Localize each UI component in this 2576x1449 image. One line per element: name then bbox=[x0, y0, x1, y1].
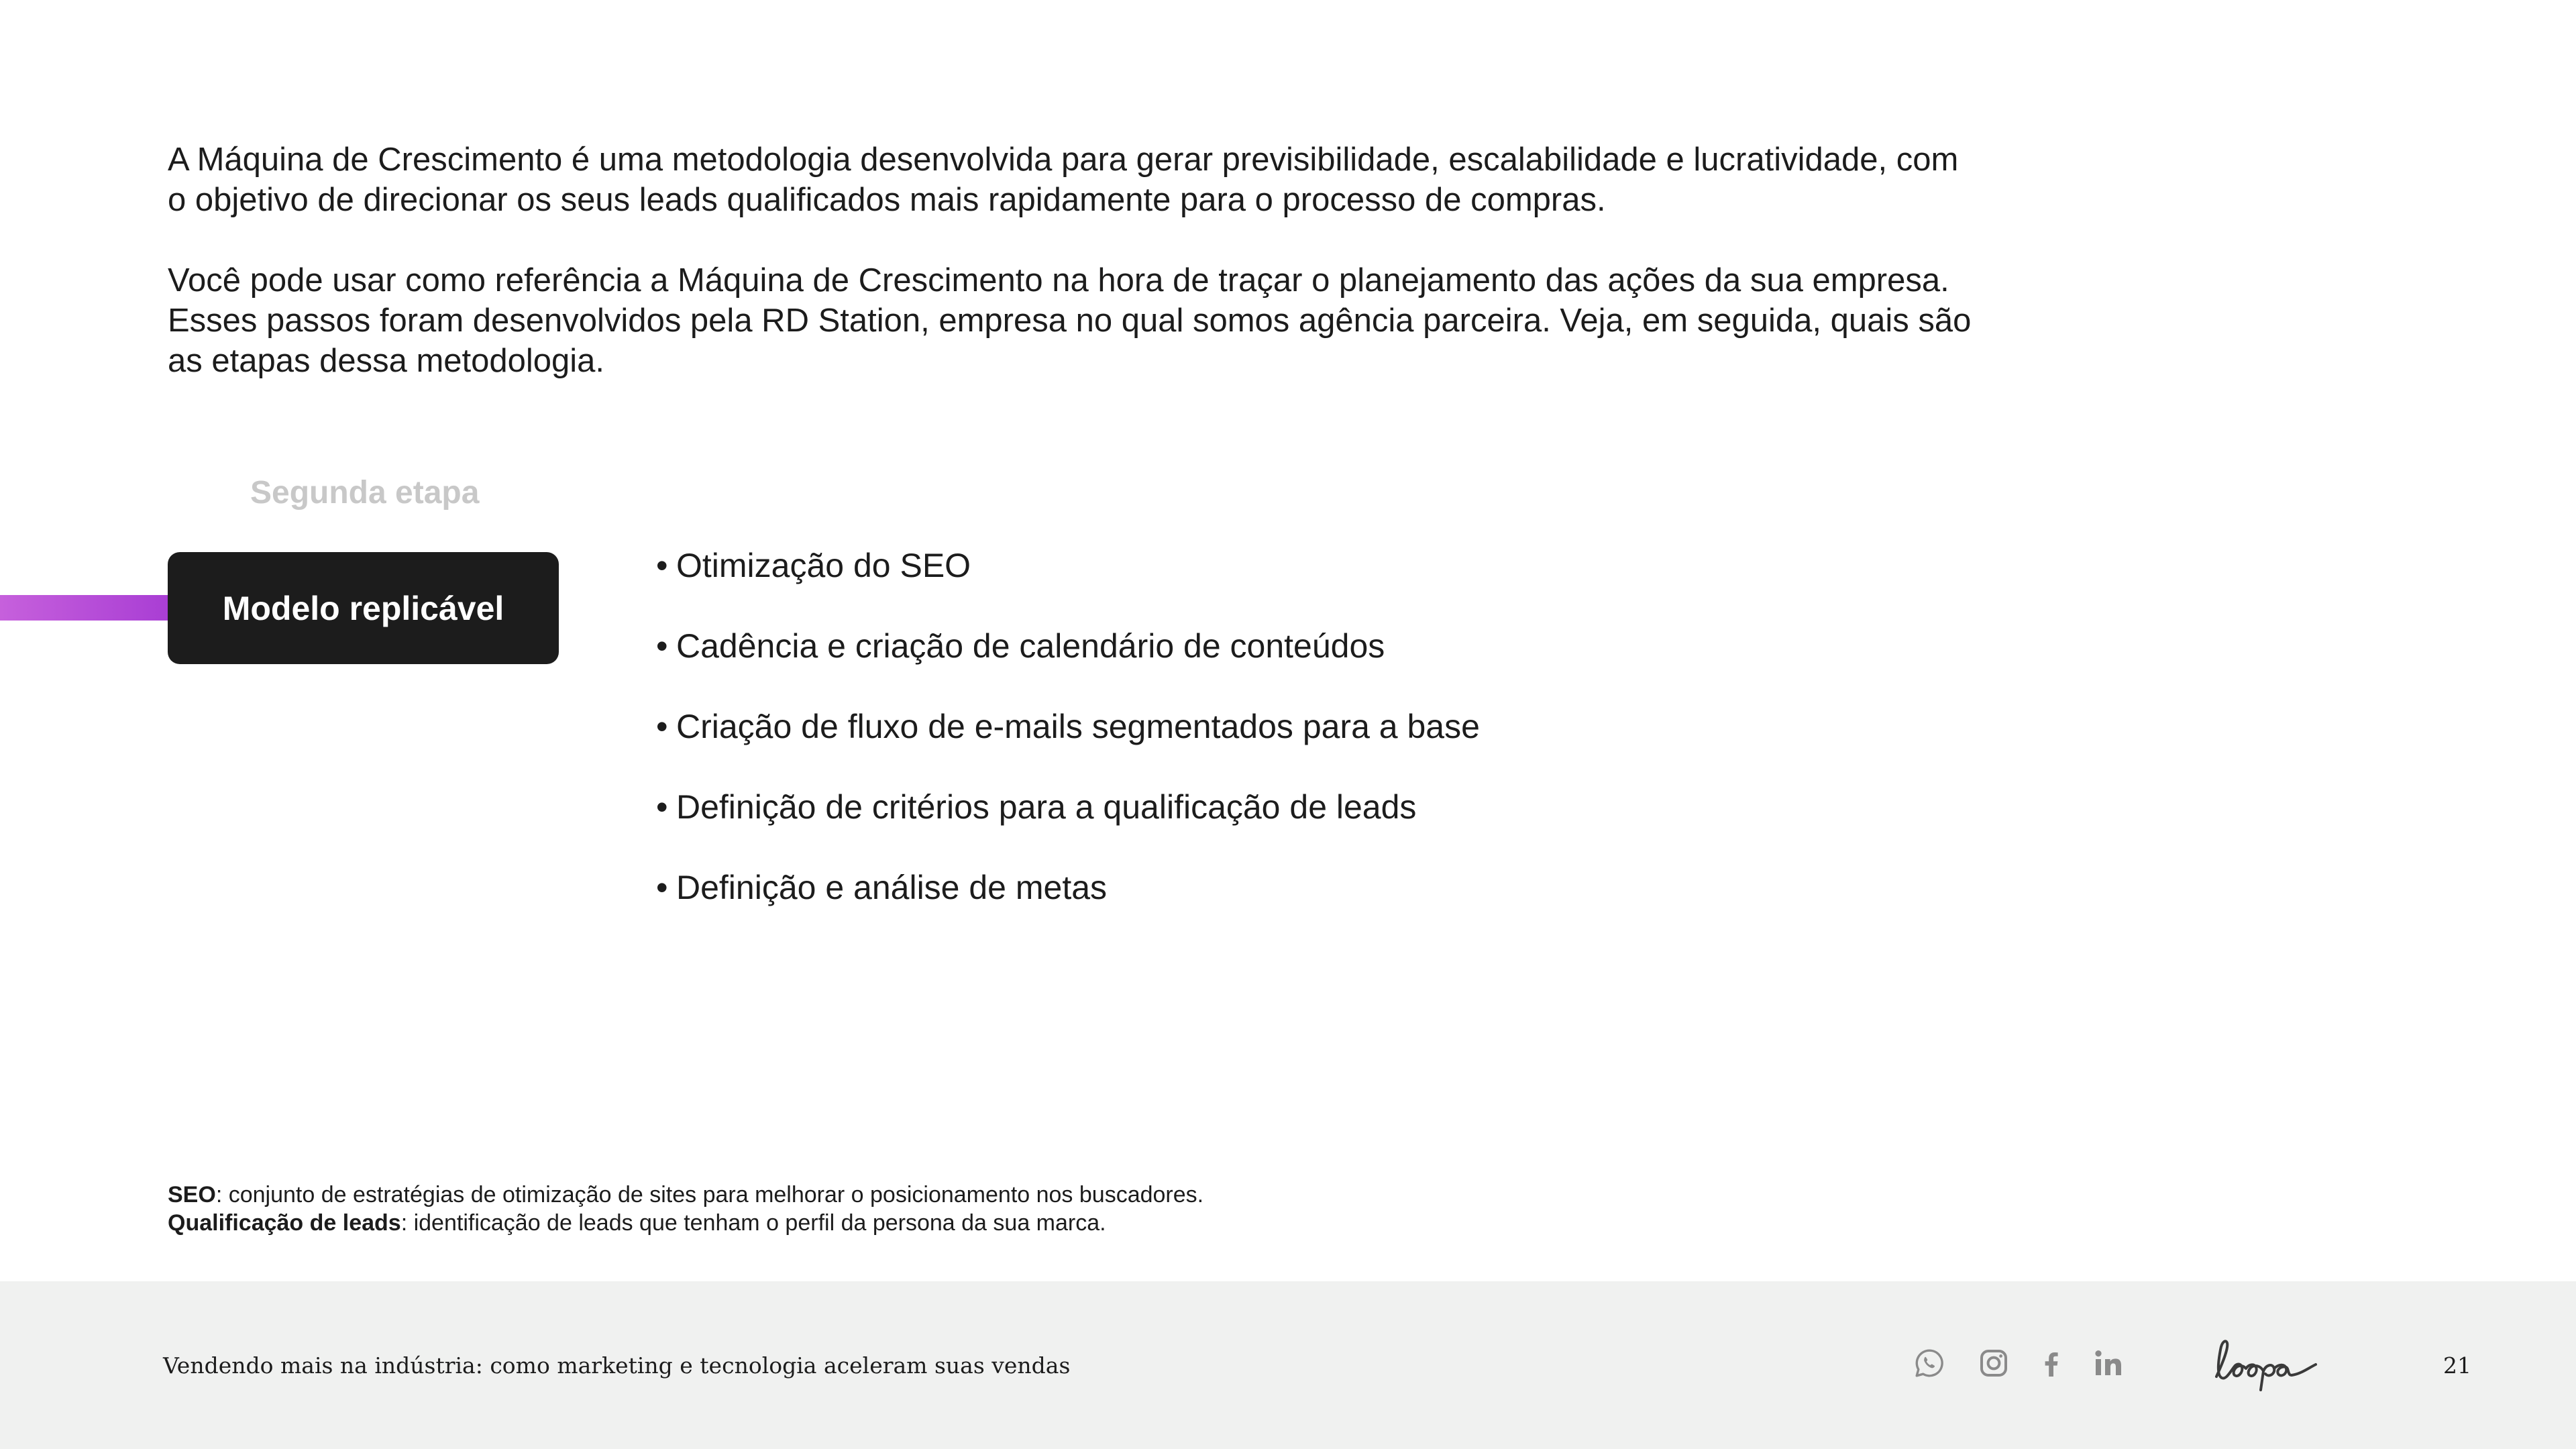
linkedin-icon[interactable] bbox=[2092, 1347, 2124, 1379]
footer-document-title: Vendendo mais na indústria: como marketing e tecnologia aceleram suas vendas bbox=[163, 1352, 1071, 1379]
bullet-dot: • bbox=[656, 788, 668, 826]
glossary-term: Qualificação de leads bbox=[168, 1210, 401, 1236]
list-item bbox=[656, 704, 1480, 785]
bullet-dot: • bbox=[656, 547, 668, 584]
step-label: Segunda etapa bbox=[250, 475, 480, 511]
list-item bbox=[656, 785, 1480, 865]
bullet-dot: • bbox=[656, 627, 668, 665]
list-item-text: Cadência e criação de calendário de conteúdos bbox=[676, 627, 1385, 665]
glossary-entry-lead-qualification bbox=[168, 1209, 1203, 1237]
intro-paragraph-1: A Máquina de Crescimento é uma metodologia desenvolvida para gerar previsibilidade, escalabilidade e lucratividade, com o objetivo de direcionar os seus leads qualificados mais rapidamente para o processo de compras. bbox=[168, 142, 1959, 218]
glossary-entry-seo bbox=[168, 1181, 1203, 1209]
list-item bbox=[656, 865, 1480, 946]
bullet-dot: • bbox=[656, 869, 668, 906]
list-item bbox=[656, 543, 1480, 624]
list-item-text: Definição e análise de metas bbox=[676, 869, 1108, 906]
accent-bar bbox=[0, 595, 169, 621]
page-number: 21 bbox=[2443, 1352, 2471, 1379]
glossary-definition: : conjunto de estratégias de otimização de sites para melhorar o posicionamento nos buscadores. bbox=[215, 1182, 1204, 1208]
glossary-term: SEO bbox=[168, 1182, 216, 1208]
step-title-box bbox=[168, 552, 559, 664]
footer bbox=[0, 1281, 2576, 1449]
glossary-definition: : identificação de leads que tenham o perfil da persona da sua marca. bbox=[400, 1210, 1106, 1236]
list-item-text: Definição de critérios para a qualificação de leads bbox=[676, 788, 1417, 826]
loopa-logo bbox=[2207, 1335, 2321, 1395]
bullet-list bbox=[656, 543, 1480, 946]
step-title: Modelo replicável bbox=[222, 589, 504, 627]
glossary bbox=[168, 1181, 1203, 1237]
intro-paragraph-2: Você pode usar como referência a Máquina de Crescimento na hora de traçar o planejamento das ações da sua empresa. Esses passos foram desenvolvidos pela RD Station, empresa no qual somos agência parceira. Veja, em seguida, quais são as etapas dessa metodologia. bbox=[168, 262, 1972, 379]
facebook-icon[interactable] bbox=[2035, 1347, 2068, 1379]
instagram-icon[interactable] bbox=[1978, 1347, 2010, 1379]
bullet-dot: • bbox=[656, 708, 668, 745]
whatsapp-icon[interactable] bbox=[1913, 1347, 1945, 1379]
intro-text bbox=[168, 140, 1979, 421]
list-item-text: Otimização do SEO bbox=[676, 547, 971, 584]
list-item bbox=[656, 624, 1480, 704]
list-item-text: Criação de fluxo de e-mails segmentados para a base bbox=[676, 708, 1480, 745]
